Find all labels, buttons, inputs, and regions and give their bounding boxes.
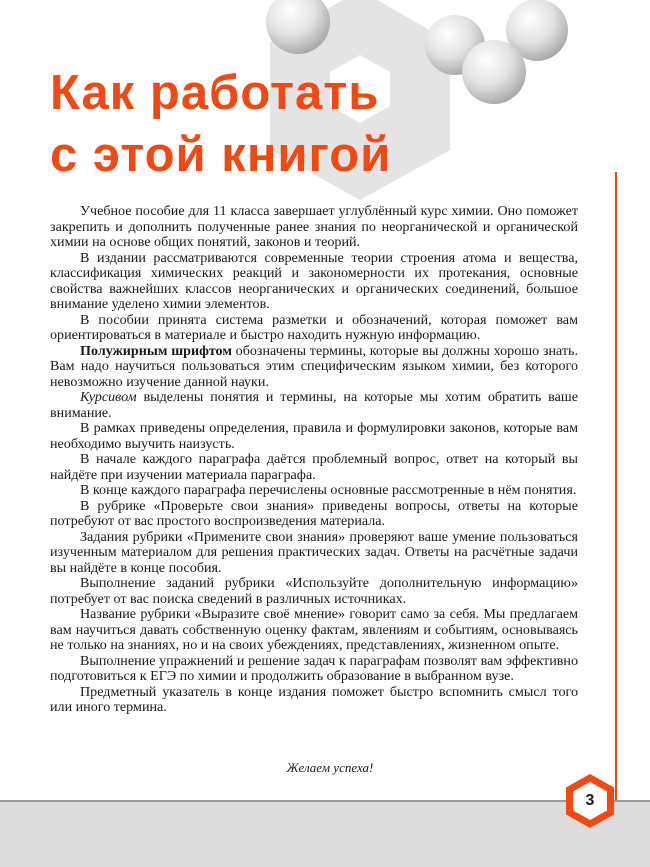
page-title bbox=[50, 62, 391, 186]
sphere bbox=[462, 40, 526, 104]
paragraph-text: выделены понятия и термины, на которые мы хотим обратить ваше внимание. bbox=[50, 389, 578, 421]
italic-term: Курсивом bbox=[80, 389, 137, 405]
paragraph: В издании рассматриваются современные теории строения атома и вещества, классификация химических реакций и закономерности их протекания, основные свойства важнейших классов неорганических и органических соединений, большое внимание уделено химии элементов. bbox=[50, 249, 578, 312]
accent-vertical-line bbox=[615, 172, 617, 800]
page-number: 3 bbox=[585, 792, 595, 809]
title-line-1: Как работать bbox=[50, 66, 380, 120]
paragraph: Название рубрики «Выразите своё мнение» говорит само за себя. Мы предлагаем вам научиться давать собственную оценку фактам, явлениям и событиям, основываясь не только на знаниях, но и на своих убеждениях, представлениях, жизненном опыте. bbox=[50, 606, 578, 653]
paragraph: В рамках приведены определения, правила и формулировки законов, которые вам необходимо выучить наизусть. bbox=[50, 420, 578, 452]
paragraph: Задания рубрики «Примените свои знания» проверяют ваше умение пользоваться изученным материалом для решения практических задач. Ответы на расчётные задачи вы найдёте в конце пособия. bbox=[50, 528, 578, 576]
paragraph-text: обозначены термины, которые вы должны хорошо знать. Вам надо научиться пользоваться этим специфическим языком химии, без которого невозможно изучение данной науки. bbox=[50, 342, 578, 390]
paragraph: Выполнение упражнений и решение задач к параграфам позволят вам эффективно подготовиться к ЕГЭ по химии и продолжить образование в выбранном вузе. bbox=[50, 652, 578, 684]
paragraph bbox=[50, 344, 578, 391]
paragraph bbox=[50, 390, 578, 421]
paragraph: Учебное пособие для 11 класса завершает углублённый курс химии. Оно поможет закрепить и дополнить полученные ранее знания по неорганической и органической химии на основе общих понятий, законов и теорий. bbox=[50, 203, 578, 250]
paragraph: Предметный указатель в конце издания поможет быстро вспомнить смысл того или иного термина. bbox=[50, 683, 578, 715]
paragraph: В начале каждого параграфа даётся проблемный вопрос, ответ на который вы найдёте при изучении материала параграфа. bbox=[50, 451, 578, 483]
closing-wish bbox=[0, 760, 650, 776]
title-line-2: с этой книгой bbox=[50, 128, 392, 182]
footer-bar bbox=[0, 800, 650, 867]
paragraph: В рубрике «Проверьте свои знания» приведены вопросы, ответы на которые потребуют от вас простого воспроизведения материала. bbox=[50, 497, 578, 529]
paragraph: В пособии принята система разметки и обозначений, которая поможет вам ориентироваться в материале и быстро находить нужную информацию. bbox=[50, 311, 578, 343]
closing-text: Желаем успеха! bbox=[286, 760, 374, 775]
paragraph: В конце каждого параграфа перечислены основные рассмотренные в нём понятия. bbox=[80, 482, 577, 498]
bold-term: Полужирным шрифтом bbox=[80, 342, 232, 359]
body-text bbox=[50, 204, 578, 716]
paragraph: Выполнение заданий рубрики «Используйте дополнительную информацию» потребует от вас поиска сведений в различных источниках. bbox=[50, 575, 578, 607]
